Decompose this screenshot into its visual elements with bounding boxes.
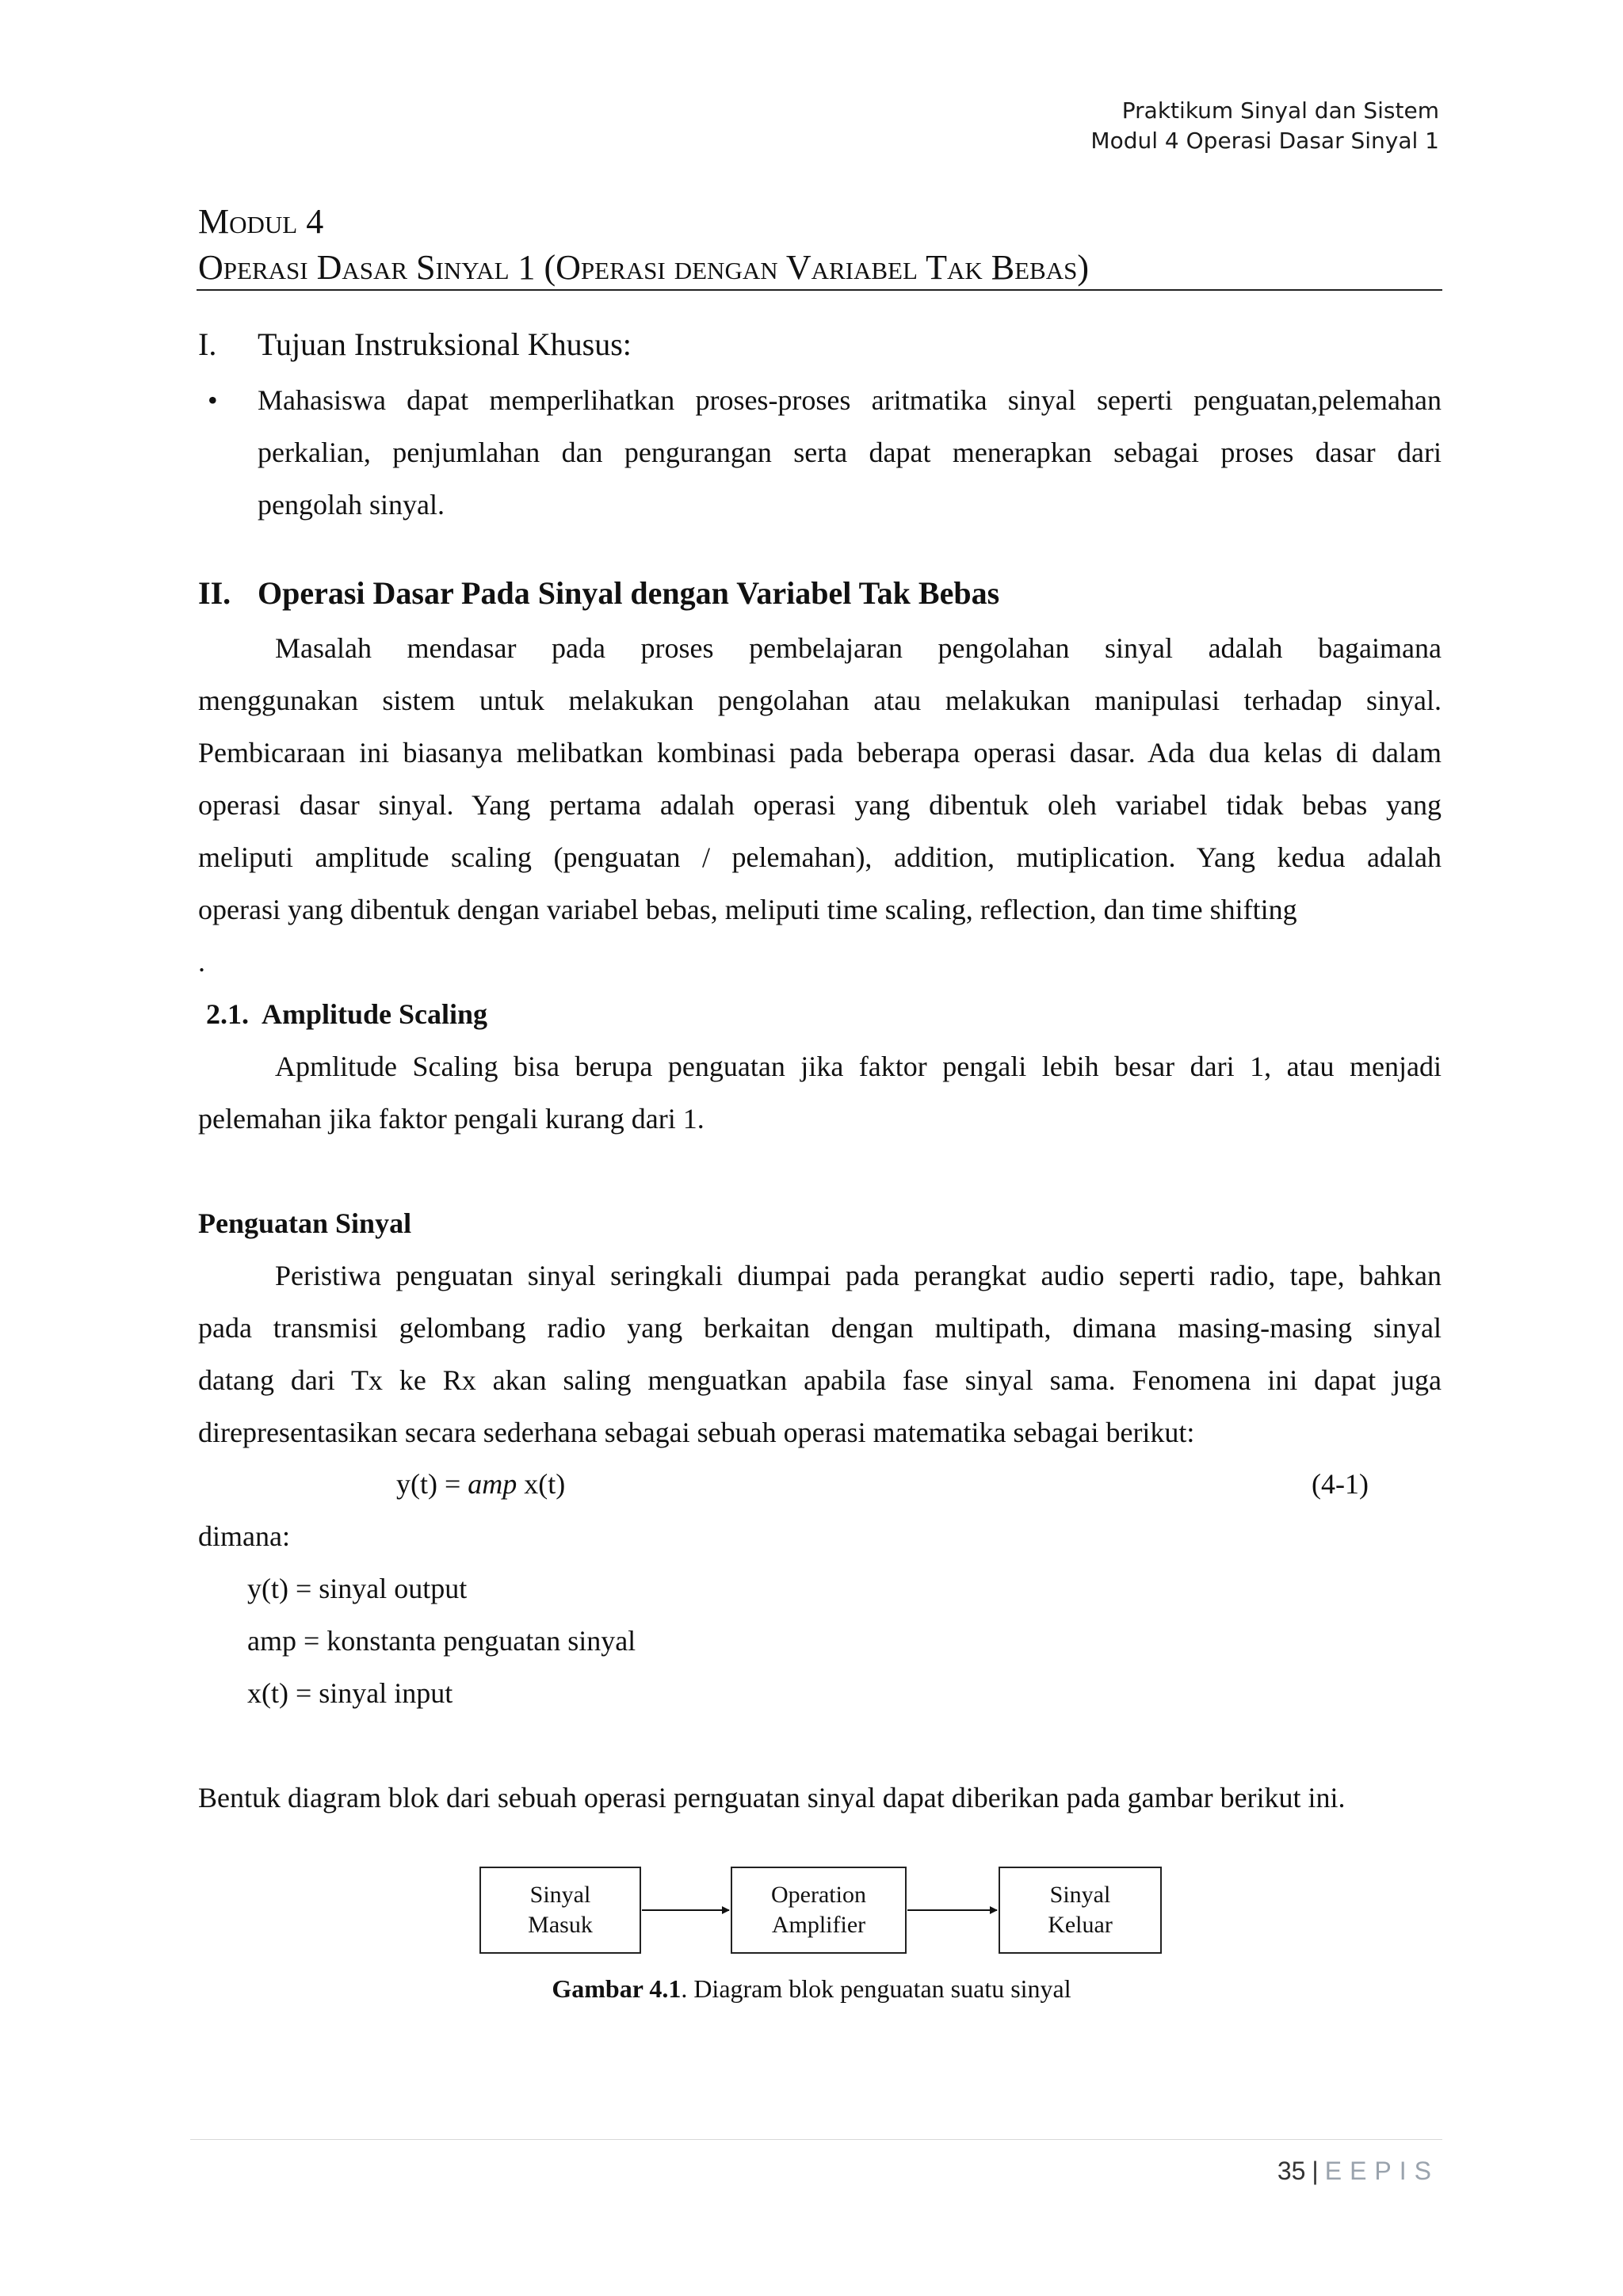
footer-org: EEPIS — [1324, 2157, 1439, 2185]
figure-caption — [0, 1971, 1623, 2006]
section1-bullet-line: Mahasiswa dapat memperlihatkan proses-proses aritmatika sinyal seperti penguatan,pelemahan — [258, 384, 1442, 416]
section2-para-line: menggunakan sistem untuk melakukan pengolahan atau melakukan manipulasi terhadap sinyal. — [198, 685, 1442, 716]
block-label: Sinyal — [1049, 1882, 1111, 1908]
equation-number: (4-1) — [1312, 1468, 1369, 1500]
penguatan-para-line: direpresentasikan secara sederhana sebagai sebuah operasi matematika sebagai berikut: — [198, 1417, 1195, 1448]
equation-rhs: x(t) — [517, 1468, 566, 1500]
sub21-para-line: pelemahan jika faktor pengali kurang dari 1. — [198, 1103, 705, 1135]
page-footer — [1277, 2155, 1439, 2187]
section2-heading: Operasi Dasar Pada Sinyal dengan Variabel Tak Bebas — [258, 575, 1000, 611]
section1-bullet-line: pengolah sinyal. — [258, 489, 445, 521]
section2-para-line: Pembicaraan ini biasanya melibatkan kombinasi pada beberapa operasi dasar. Ada dua kelas di dalam — [198, 737, 1442, 769]
equation-lhs: y(t) = — [396, 1468, 468, 1500]
caption-label: Gambar 4.1 — [552, 1974, 682, 2003]
definition-item: x(t) = sinyal input — [247, 1677, 453, 1709]
block-label: Masuk — [528, 1912, 593, 1938]
section2-para-line: . — [198, 946, 205, 978]
section2-para-line: operasi yang dibentuk dengan variabel bebas, meliputi time scaling, reflection, dan time shifting — [198, 894, 1297, 925]
definition-item: amp = konstanta penguatan sinyal — [247, 1625, 636, 1657]
diagram-intro: Bentuk diagram blok dari sebuah operasi pernguatan sinyal dapat diberikan pada gambar berikut ini. — [198, 1782, 1346, 1814]
section2-para-line: operasi dasar sinyal. Yang pertama adalah operasi yang dibentuk oleh variabel tidak bebas yang — [198, 789, 1442, 821]
bullet-icon: • — [208, 384, 218, 416]
section1-number: I. — [198, 326, 217, 362]
block-label: Keluar — [1048, 1912, 1113, 1938]
footer-separator: | — [1312, 2157, 1319, 2185]
penguatan-heading: Penguatan Sinyal — [198, 1207, 412, 1239]
page-number: 35 — [1277, 2157, 1306, 2185]
section2-para-line: meliputi amplitude scaling (penguatan / pelemahan), addition, mutiplication. Yang kedua adalah — [198, 841, 1442, 873]
penguatan-para-line: Peristiwa penguatan sinyal seringkali diumpai pada perangkat audio seperti radio, tape, bahkan — [275, 1260, 1442, 1291]
section2-number: II. — [198, 575, 231, 611]
penguatan-para-line: pada transmisi gelombang radio yang berkaitan dengan multipath, dimana masing-masing sinyal — [198, 1312, 1442, 1344]
block-label: Operation — [771, 1882, 866, 1908]
footer-rule — [190, 2139, 1442, 2140]
module-subtitle: Operasi Dasar Sinyal 1 (Operasi dengan Variabel Tak Bebas) — [198, 248, 1090, 287]
section1-heading: Tujuan Instruksional Khusus: — [258, 326, 632, 362]
equation-amp: amp — [468, 1468, 517, 1500]
dimana-label: dimana: — [198, 1520, 290, 1552]
subsection-2-1-heading: 2.1. Amplitude Scaling — [206, 998, 488, 1030]
header-line-1: Praktikum Sinyal dan Sistem — [1121, 97, 1439, 124]
module-title: Modul 4 — [198, 202, 324, 241]
caption-text: . Diagram blok penguatan suatu sinyal — [681, 1974, 1071, 2003]
penguatan-para-line: datang dari Tx ke Rx akan saling menguatkan apabila fase sinyal sama. Fenomena ini dapat juga — [198, 1364, 1442, 1396]
block-label: Amplifier — [771, 1912, 866, 1938]
definition-item: y(t) = sinyal output — [247, 1573, 468, 1604]
section2-para-line: Masalah mendasar pada proses pembelajaran pengolahan sinyal adalah bagaimana — [275, 632, 1442, 664]
block-label: Sinyal — [529, 1882, 591, 1908]
header-line-2: Modul 4 Operasi Dasar Sinyal 1 — [1090, 128, 1439, 154]
section1-bullet-line: perkalian, penjumlahan dan pengurangan serta dapat menerapkan sebagai proses dasar dari — [258, 437, 1442, 468]
sub21-para-line: Apmlitude Scaling bisa berupa penguatan jika faktor pengali lebih besar dari 1, atau menjadi — [275, 1051, 1442, 1082]
